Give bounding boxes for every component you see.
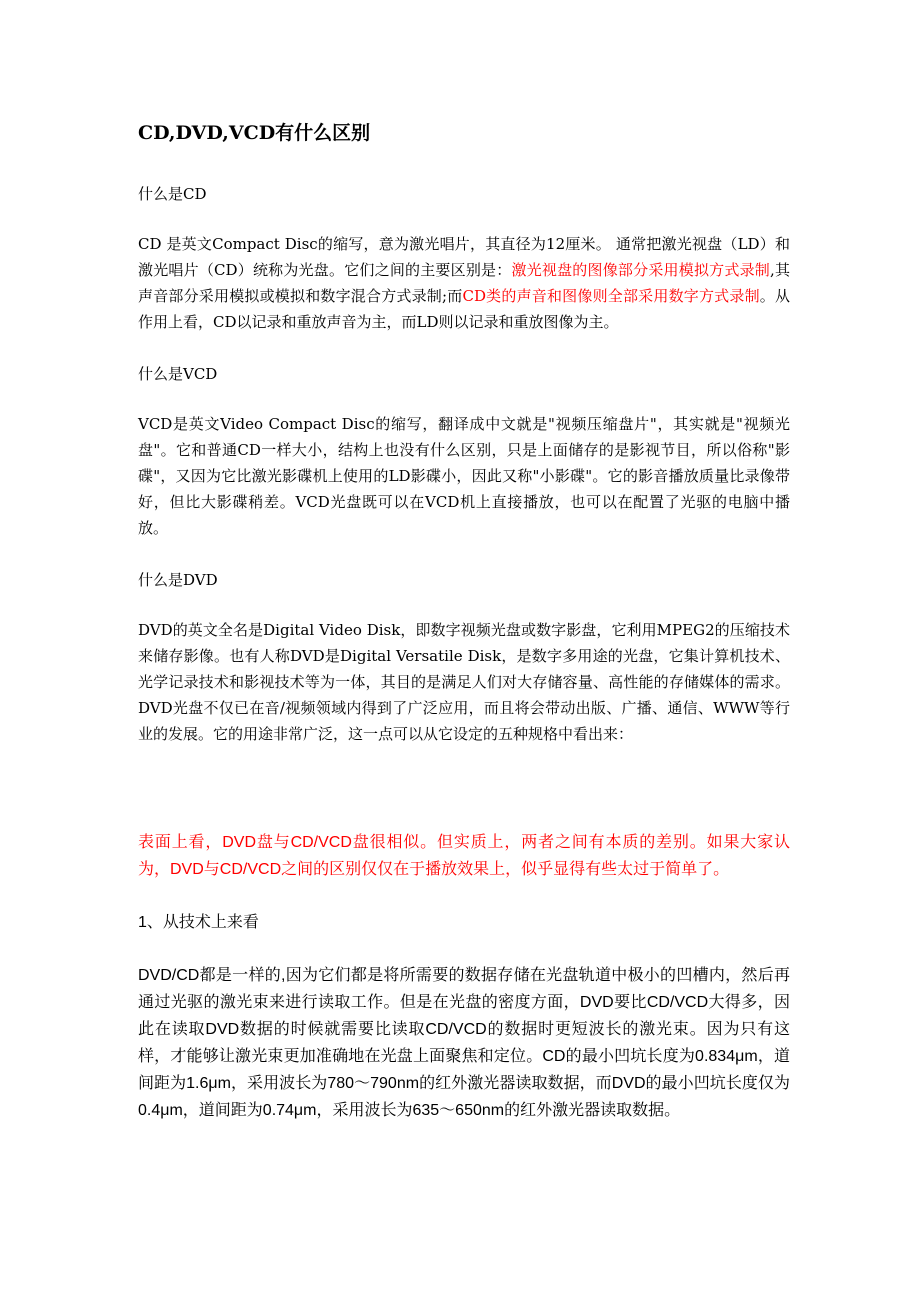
paragraph-technology: DVD/CD都是一样的,因为它们都是将所需要的数据存储在光盘轨道中极小的凹槽内，然后再通过光驱的激光束来进行读取工作。但是在光盘的密度方面，DVD要比CD/VCD大得多，因此在读取DVD数据的时候就需要比读取CD/VCD的数据时更短波长的激光束。因为只有这样，才能够让激光束更加准确地在光盘上面聚焦和定位。CD的最小凹坑长度为0.834μm，道间距为1.6μm，采用波长为780～790nm的红外激光器读取数据，而DVD的最小凹坑长度仅为0.4μm，道间距为0.74μm，采用波长为635～650nm的红外激光器读取数据。 <box>138 967 790 1119</box>
paragraph-cd-highlight-2: CD类的声音和图像则全部采用数字方式录制 <box>462 287 760 305</box>
paragraph-cd-text-a: CD 是英文Compact Disc的缩写，意为激光唱片，其直径为12厘米。 通常把激光视盘（LD）和激光唱片（CD）统称为光盘。它们之间的主要区别是： <box>138 235 790 279</box>
spacer <box>138 335 790 361</box>
paragraph-cd-text-e: 。从作用上看，CD以记录和重放声音为主，而LD则以记录和重放图像为主。 <box>138 287 790 331</box>
document-body <box>138 118 790 1124</box>
paragraph-dvd: DVD的英文全名是Digital Video Disk，即数字视频光盘或数字影盘，它利用MPEG2的压缩技术来储存影像。也有人称DVD是Digital Versatile Disk，是数字多用途的光盘，它集计算机技术、光学记录技术和影视技术等为一体，其目的是满足人们对大存储容量、高性能的存储媒体的需求。DVD光盘不仅已在音/视频领域内得到了广泛应用，而且将会带动出版、广播、通信、WWW等行业的发展。它的用途非常广泛，这一点可以从它设定的五种规格中看出来： <box>138 621 790 743</box>
spacer <box>138 387 790 411</box>
spacer <box>138 936 790 962</box>
heading-technology: 1、从技术上来看 <box>138 914 259 931</box>
paragraph-red-summary: 表面上看，DVD盘与CD/VCD盘很相似。但实质上，两者之间有本质的差别。如果大家认为，DVD与CD/VCD之间的区别仅仅在于播放效果上，似乎显得有些太过于简单了。 <box>138 834 790 878</box>
spacer <box>138 747 790 829</box>
spacer <box>138 593 790 617</box>
heading-what-is-vcd: 什么是VCD <box>138 365 218 383</box>
paragraph-cd <box>138 231 790 335</box>
heading-what-is-cd: 什么是CD <box>138 185 207 203</box>
spacer <box>138 541 790 567</box>
paragraph-cd-text-c: ,其声音部分采用模拟或模拟和数字混合方式录制;而 <box>138 261 790 305</box>
spacer <box>138 207 790 231</box>
spacer <box>138 883 790 909</box>
page-title: CD,DVD,VCD有什么区别 <box>138 122 371 144</box>
paragraph-cd-highlight-1: 激光视盘的图像部分采用模拟方式录制 <box>511 261 771 279</box>
paragraph-vcd: VCD是英文Video Compact Disc的缩写，翻译成中文就是"视频压缩盘片"，其实就是"视频光盘"。它和普通CD一样大小，结构上也没有什么区别，只是上面储存的是影视节目，所以俗称"影碟"，又因为它比激光影碟机上使用的LD影碟小，因此又称"小影碟"。它的影音播放质量比录像带好，但比大影碟稍差。VCD光盘既可以在VCD机上直接播放，也可以在配置了光驱的电脑中播放。 <box>138 415 790 537</box>
heading-what-is-dvd: 什么是DVD <box>138 571 218 589</box>
